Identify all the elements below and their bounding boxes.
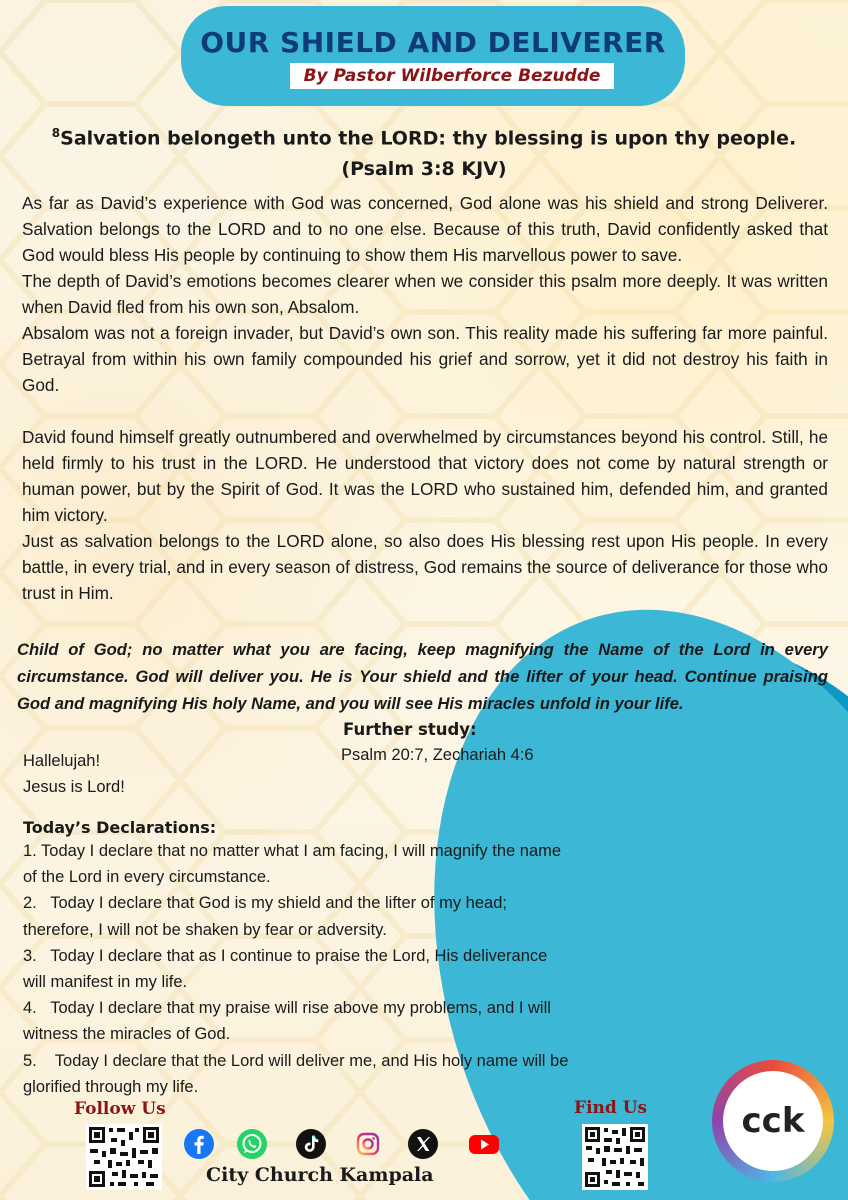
whatsapp-icon[interactable] (236, 1128, 268, 1160)
declaration-line: 3. Today I declare that as I continue to praise the Lord, His deliverance (23, 946, 548, 965)
devotional-body (22, 190, 828, 606)
follow-us-label: Follow Us (74, 1099, 166, 1119)
closing-line: Hallelujah! (23, 752, 101, 770)
instagram-icon[interactable] (352, 1128, 384, 1160)
declaration-line: of the Lord in every circumstance. (23, 868, 271, 887)
exhortation: Child of God; no matter what you are facing, keep magnifying the Name of the Lord in every circumstance. God will deliver you. He is Your shield and the lifter of your head. Continue praising God and magnifying His holy Name, and you will see His miracles unfold in your life. (17, 640, 828, 713)
logo-text: cck (741, 1101, 805, 1141)
verse-reference: (Psalm 3:8 KJV) (341, 158, 507, 181)
declarations-list (23, 838, 713, 1100)
declaration-line: will manifest in my life. (23, 973, 188, 992)
declaration-line: 5. Today I declare that the Lord will deliver me, and His holy name will be (23, 1051, 569, 1070)
paragraph: As far as David’s experience with God was concerned, God alone was his shield and strong Deliverer. Salvation belongs to the LORD and to no one else. Because of this truth, David confidently asked that God would bless His people by continuing to show them His marvellous power to save. (22, 193, 828, 265)
key-verse (20, 118, 828, 185)
facebook-icon[interactable] (183, 1128, 215, 1160)
church-logo (712, 1060, 834, 1182)
youtube-icon[interactable] (467, 1128, 501, 1160)
declaration-line: therefore, I will not be shaken by fear or adversity. (23, 920, 387, 939)
title-banner (181, 6, 685, 106)
verse-text: Salvation belongeth unto the LORD: thy blessing is upon thy people. (60, 127, 797, 150)
logo-inner (723, 1071, 823, 1171)
verse-number: 8 (51, 126, 61, 140)
church-name: City Church Kampala (206, 1164, 434, 1186)
social-qr-code[interactable] (86, 1124, 162, 1190)
find-us-label: Find Us (574, 1098, 648, 1118)
page-title: OUR SHIELD AND DELIVERER (200, 26, 666, 59)
further-study-refs: Psalm 20:7, Zechariah 4:6 (341, 746, 534, 764)
tiktok-icon[interactable] (295, 1128, 327, 1160)
x-icon[interactable] (407, 1128, 439, 1160)
further-study-heading: Further study: (343, 720, 477, 739)
declaration-line: 1. Today I declare that no matter what I am facing, I will magnify the name (23, 842, 562, 860)
paragraph: Absalom was not a foreign invader, but David’s own son. This reality made his suffering far more painful. Betrayal from within his own family compounded his grief and sorrow, yet it did not destroy his faith in God. (22, 323, 828, 395)
paragraph: Just as salvation belongs to the LORD alone, so also does His blessing rest upon His people. In every battle, in every trial, and in every season of distress, God remains the source of deliverance for those who trust in Him. (22, 531, 828, 603)
author-byline: By Pastor Wilberforce Bezudde (290, 63, 614, 89)
paragraph: David found himself greatly outnumbered and overwhelmed by circumstances beyond his control. Still, he held firmly to his trust in the LORD. He understood that victory does not come by natural strength or human power, but by the Spirit of God. It was the LORD who sustained him, defended him, and granted him victory. (22, 427, 828, 525)
declaration-line: 4. Today I declare that my praise will rise above my problems, and I will (23, 999, 551, 1018)
declarations-heading: Today’s Declarations: (23, 818, 217, 837)
closing-lines (23, 748, 125, 800)
declaration-line: 2. Today I declare that God is my shield and the lifter of my head; (23, 894, 507, 913)
declaration-line: witness the miracles of God. (23, 1025, 231, 1044)
paragraph: The depth of David’s emotions becomes clearer when we consider this psalm more deeply. It was written when David fled from his own son, Absalom. (22, 271, 828, 317)
closing-line: Jesus is Lord! (23, 778, 125, 796)
location-qr-code[interactable] (582, 1124, 648, 1190)
declaration-line: glorified through my life. (23, 1077, 199, 1096)
